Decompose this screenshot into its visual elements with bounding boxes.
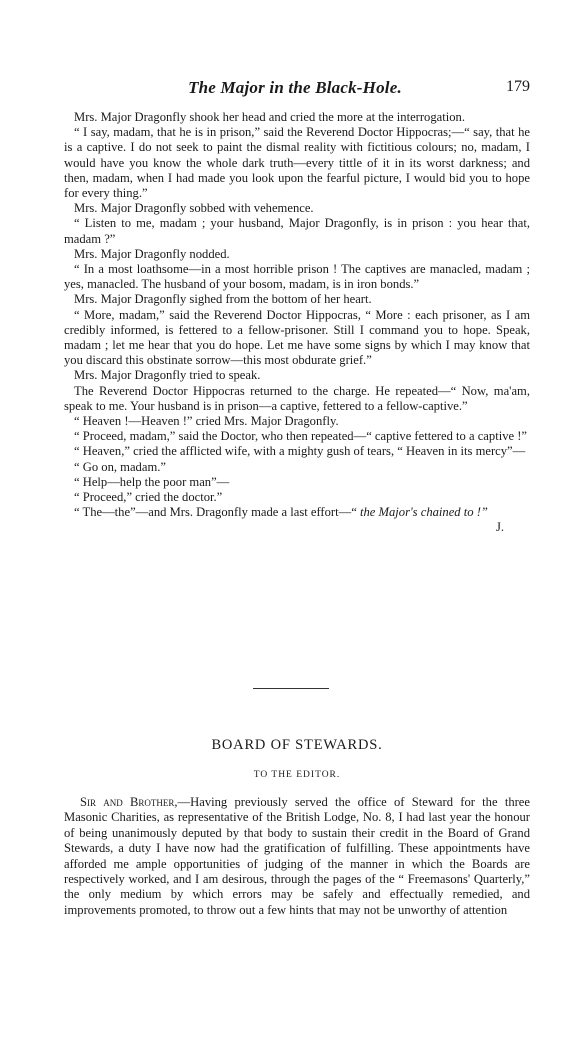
- letter-paragraph: [64, 795, 530, 918]
- story-paragraph: Mrs. Major Dragonfly nodded.: [74, 246, 230, 261]
- story-paragraph: “ In a most loathsome—in a most horrible prison ! The captives are manacled, madam ; yes, manacled. The husband of your bosom, madam, is in iron bonds.”: [64, 262, 530, 292]
- story-paragraph: Mrs. Major Dragonfly tried to speak.: [74, 368, 261, 383]
- section-divider: [253, 688, 329, 689]
- letter-salutation: Sir and Brother,: [80, 795, 178, 809]
- letter-body: —Having previously served the office of Steward for the three Masonic Charities, as representative of the British Lodge, No. 8, I had last year the honour of being unanimously deputed by that body to sustain their credit in the Board of Grand Stewards, a duty I have now had the gratification of fulfilling. These appointments have afforded me ample opportunities of judging of the manner in which the Boards are respectively worked, and I am desirous, through the pages of the “ Freemasons' Quarterly,” the only medium by which errors may be safely and effectually remedied, and improvements promoted, to throw out a few hints that may not be unworthy of attention: [64, 795, 530, 917]
- story-paragraph: “ Go on, madam.”: [74, 459, 166, 474]
- story-paragraph: “ Help—help the poor man”—: [74, 474, 230, 489]
- final-paragraph-italic: the Major's chained to !”: [359, 505, 488, 520]
- running-title: The Major in the Black-Hole.: [188, 78, 402, 97]
- story-paragraph: “ Listen to me, madam ; your husband, Major Dragonfly, is in prison : you hear that, madam ?”: [64, 216, 530, 246]
- story-text: [64, 110, 530, 536]
- letter-text: [64, 795, 530, 918]
- page-number: 179: [506, 78, 530, 95]
- story-paragraph: “ Heaven,” cried the afflicted wife, with a mighty gush of tears, “ Heaven in its mercy”—: [74, 444, 526, 459]
- story-paragraph: The Reverend Doctor Hippocras returned to the charge. He repeated—“ Now, ma'am, speak to me. Your husband is in prison—a captive, fettered to a fellow-captive.”: [64, 383, 530, 413]
- author-signature: J.: [495, 520, 504, 535]
- running-head: [60, 78, 530, 100]
- story-paragraph: “ I say, madam, that he is in prison,” said the Reverend Doctor Hippocras;—“ say, that he is a captive. I do not seek to paint the dismal reality with fictitious colours; no, madam, I would have you know the whole dark truth—every tittle of it in its worst darkness; and then, madam, when I had made you look upon the fearful picture, I would bid you to hope for every thing.”: [64, 125, 530, 201]
- story-paragraph: “ Proceed, madam,” said the Doctor, who then repeated—“ captive fettered to a captive !”: [74, 429, 528, 444]
- section-title: BOARD OF STEWARDS.: [211, 737, 383, 753]
- story-paragraph: “ Proceed,” cried the doctor.”: [74, 490, 223, 505]
- story-paragraph: “ More, madam,” said the Reverend Doctor Hippocras, “ More : each prisoner, as I am credibly informed, is fettered to a fellow-prisoner. Still I command you to hope. Speak, madam ; let me hear that you do hope. Let me have some signs by which I may know that you discard this obstinate sorrow—this most obdurate grief.”: [64, 307, 530, 368]
- story-paragraph: Mrs. Major Dragonfly sighed from the bottom of her heart.: [74, 292, 372, 307]
- final-paragraph-start: “ The—the”—and Mrs. Dragonfly made a last effort—“: [74, 505, 357, 520]
- story-paragraph: Mrs. Major Dragonfly shook her head and cried the more at the interrogation.: [74, 110, 465, 124]
- section-subtitle: TO THE EDITOR.: [253, 770, 341, 780]
- story-paragraph: Mrs. Major Dragonfly sobbed with vehemence.: [74, 201, 314, 216]
- story-final-paragraph: [64, 505, 530, 520]
- story-paragraph: “ Heaven !—Heaven !” cried Mrs. Major Dragonfly.: [74, 414, 339, 429]
